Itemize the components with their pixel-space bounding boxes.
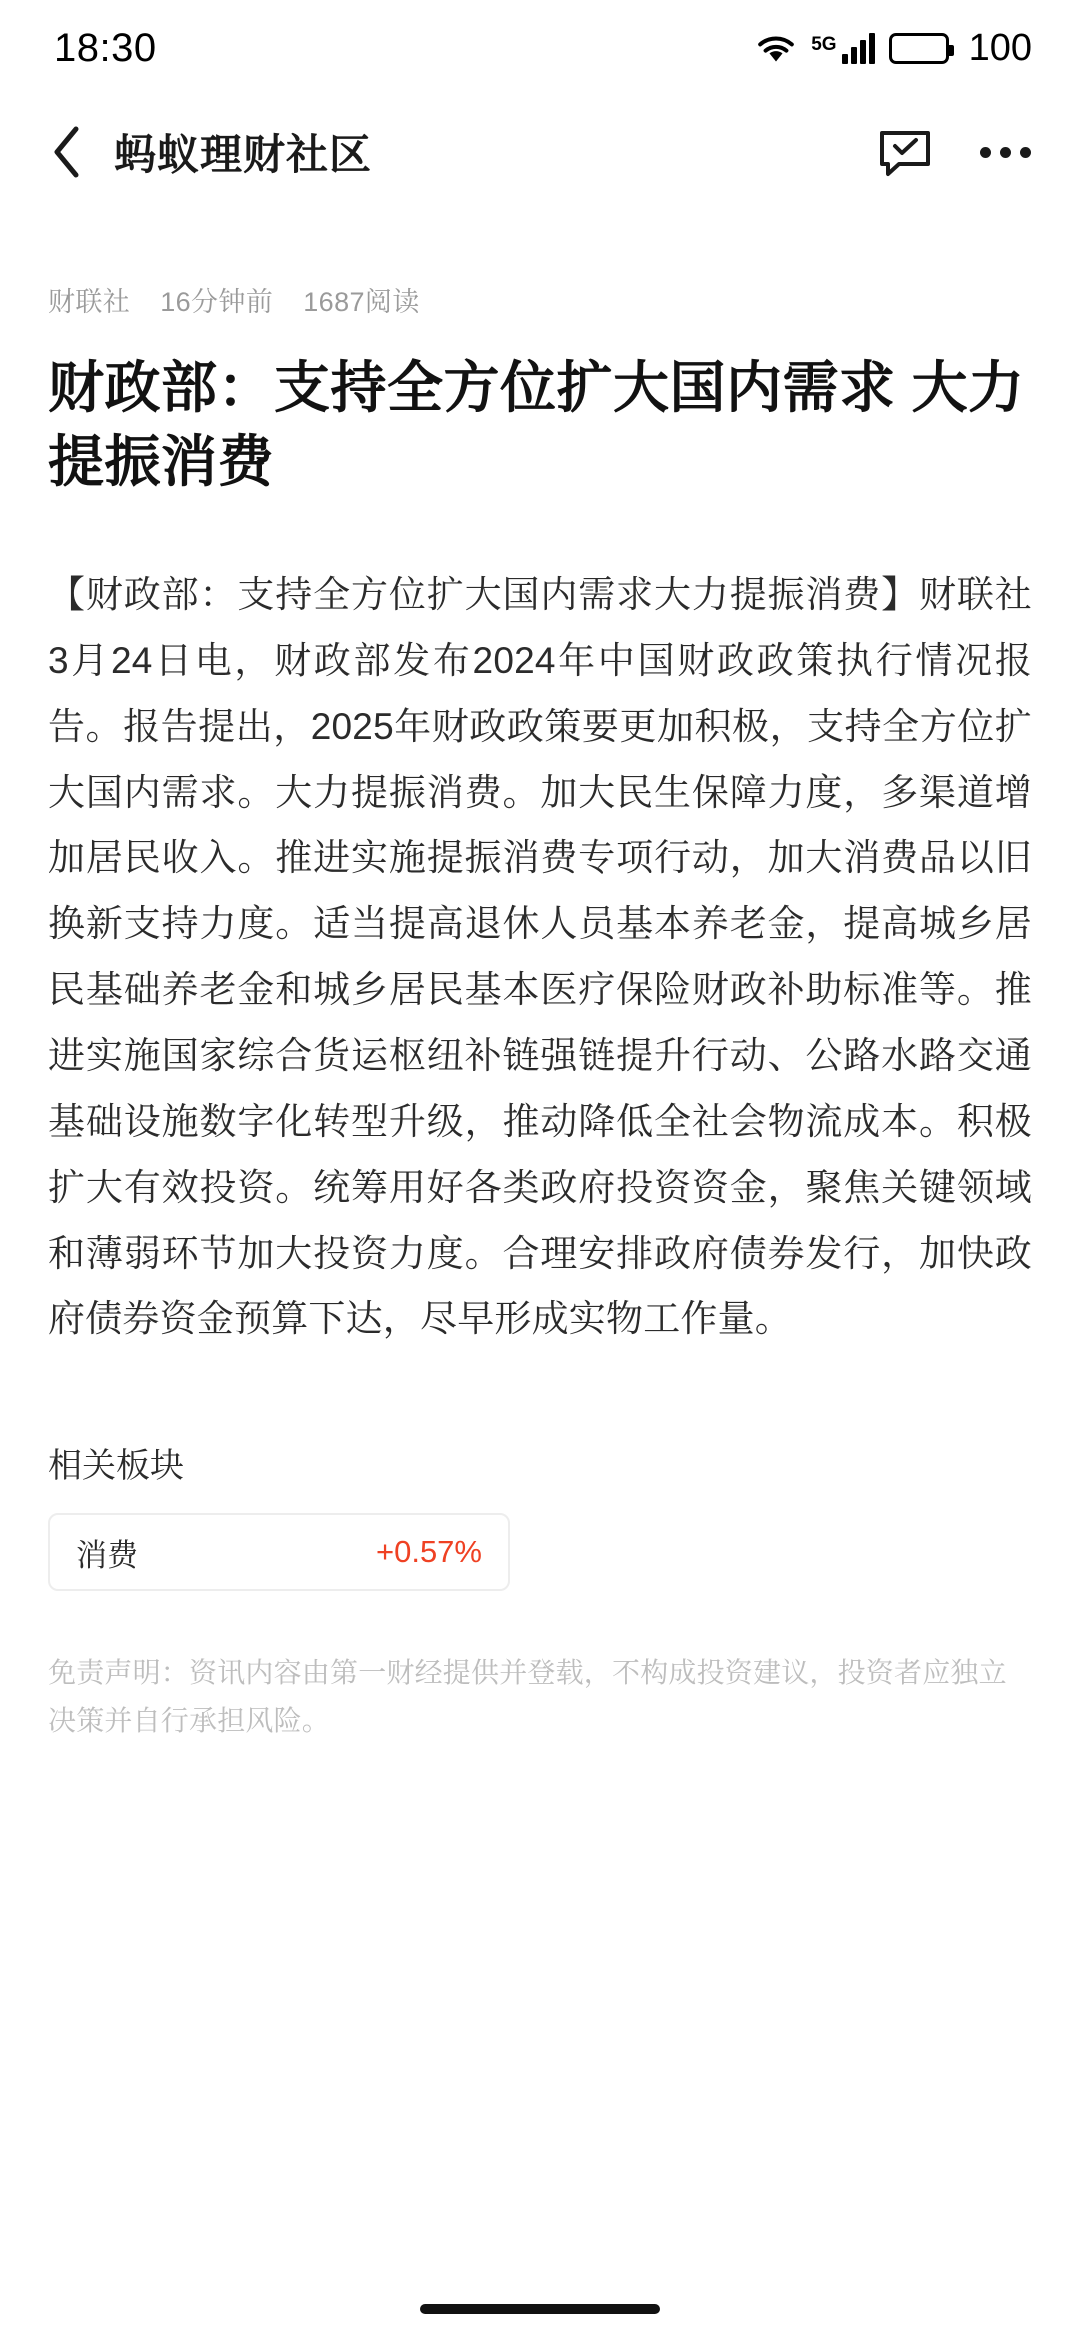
sector-change: +0.57%: [375, 1534, 482, 1570]
status-indicators: [755, 27, 1032, 70]
nav-bar: [0, 96, 1080, 208]
more-options-button[interactable]: [974, 121, 1036, 183]
network-type-label: 5G: [811, 33, 837, 55]
battery-percent-label: 100: [968, 26, 1032, 69]
more-options-icon: [980, 147, 1031, 158]
article-read-count: 1687阅读: [303, 287, 420, 317]
signal-bars: [842, 33, 875, 64]
article-time: 16分钟前: [160, 287, 274, 317]
article-container: [0, 280, 1080, 1744]
related-sectors-title: 相关板块: [48, 1447, 184, 1486]
article-meta: [48, 280, 1032, 319]
signal-bars-icon: [811, 33, 874, 64]
comment-icon: [877, 126, 933, 178]
chevron-left-icon: [50, 124, 84, 180]
back-button[interactable]: [38, 123, 96, 181]
article-headline: 财政部：支持全方位扩大国内需求 大力提振消费: [48, 356, 1025, 494]
wifi-icon: [755, 32, 797, 64]
article-body: 【财政部：支持全方位扩大国内需求大力提振消费】财联社3月24日电，财政部发布2024年中国财政政策执行情况报告。报告提出，2025年财政政策要更加积极，支持全方位扩大国内需求。大力提振消费。加大民生保障力度，多渠道增加居民收入。推进实施提振消费专项行动，加大消费品以旧换新支持力度。适当提高退休人员基本养老金，提高城乡居民基础养老金和城乡居民基本医疗保险财政补助标准等。推进实施国家综合货运枢纽补链强链提升行动、公路水路交通基础设施数字化转型升级，推动降低全社会物流成本。积极扩大有效投资。统筹用好各类政府投资资金，聚焦关键领域和薄弱环节加大投资力度。合理安排政府债券发行，加快政府债券资金预算下达，尽早形成实物工作量。: [48, 573, 1032, 1340]
related-sector-item[interactable]: [48, 1513, 510, 1591]
status-time: 18:30: [54, 25, 157, 70]
comment-button[interactable]: [874, 121, 936, 183]
page-title: 蚂蚁理财社区: [114, 131, 373, 178]
sector-name: 消费: [76, 1537, 138, 1573]
article-source: 财联社: [48, 287, 131, 317]
battery-icon: [889, 33, 949, 64]
home-indicator[interactable]: [420, 2304, 660, 2314]
nav-actions: [874, 121, 1036, 183]
disclaimer-text: 免责声明：资讯内容由第一财经提供并登载，不构成投资建议，投资者应独立决策并自行承担风险。: [48, 1657, 1007, 1736]
status-bar: [0, 0, 1080, 96]
